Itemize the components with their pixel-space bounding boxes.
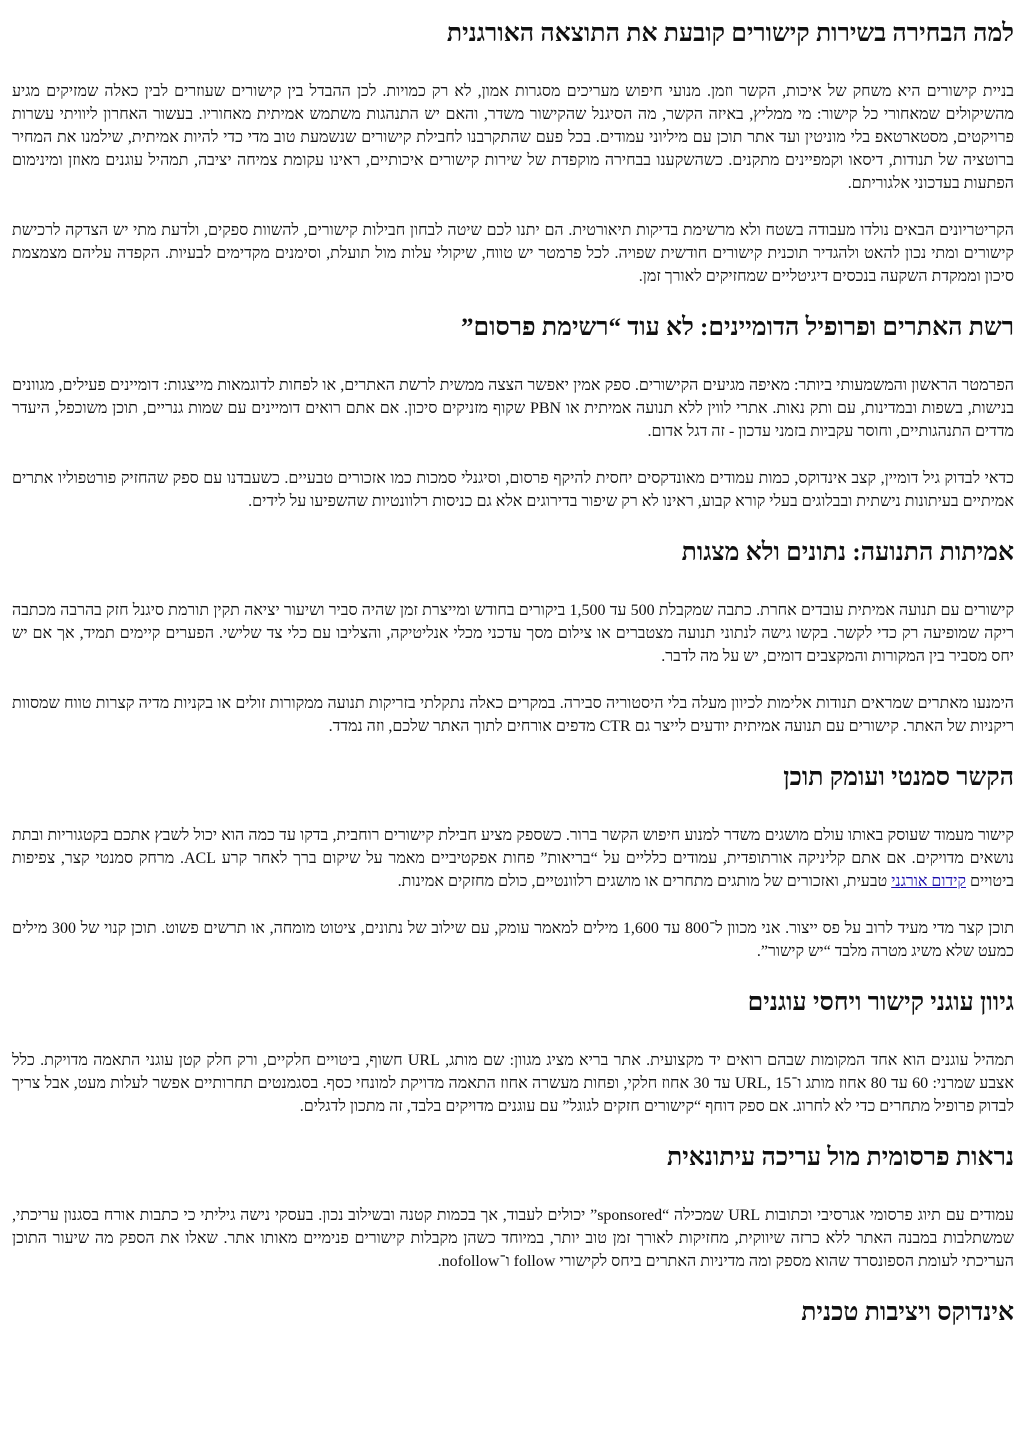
paragraph: הקריטריונים הבאים נולדו מעבודה בשטח ולא מרשימת בדיקות תיאורטית. הם יתנו לכם שיטה לבחון חבילות קישורים, להשוות ספקים, ולדעת מתי יש הצדקה לרכישת קישורים ומתי נכון להאט ולהגדיר תוכנית קישורים חודשית שפויה. לכל פרמטר יש טווח, שיקולי עלות מול תועלת, וסימנים מקדימים לבעיות. הקפדה עליהם מצמצמת סיכון וממקדת השקעה בנכסים דיגיטליים שמחזיקים לאורך זמן. xyxy=(12,222,1014,285)
section-heading: אמיתות התנועה: נתונים ולא מצגות xyxy=(681,539,1014,566)
section-heading: למה הבחירה בשירות קישורים קובעת את התוצאה האורגנית xyxy=(446,20,1014,47)
organic-seo-link[interactable]: קידום אורגני xyxy=(891,873,966,890)
section-semantic-context xyxy=(12,762,1014,963)
section-heading: אינדוקס ויציבות טכנית xyxy=(801,1299,1014,1326)
paragraph: תמהיל עוגנים הוא אחד המקומות שבהם רואים יד מקצועית. אתר בריא מציג מגוון: שם מותג, URL חשוף, ביטויים חלקיים, ורק חלק קטן עוגני התאמה מדויקת. כלל אצבע שמרני: 60 עד 80 אחוז מותג ו־URL, 15 עד 30 אחוז חלקי, ופחות מעשרה אחוז התאמה מדויקת למונחי כסף. בסגמנטים תחרותיים אפשר לעלות מעט, אבל צריך לבדוק פרופיל מתחרים כדי לא לחרוג. אם ספק דוחף “קישורים חזקים לגוגל” עם עוגנים מדויקים בלבד, זה מתכון לדגלים. xyxy=(12,1052,1015,1115)
paragraph: קישורים עם תנועה אמיתית עובדים אחרת. כתבה שמקבלת 500 עד 1,500 ביקורים בחודש ומייצרת זמן שהיה סביר ושיעור יציאה תקין תורמת סיגנל חזק בהרבה מכתבה ריקה שמופיעה רק כדי לקשר. בקשו גישה לנתוני תנועה מצטברים או צילום מסך עדכני מכלי אנליטיקה, והצליבו עם כלי צד שלישי. הפערים קיימים תמיד, אך אם יש יחס מסביר בין המקורות והמקצבים דומים, יש על מה לדבר. xyxy=(12,602,1015,665)
paragraph: תוכן קצר מדי מעיד לרוב על פס ייצור. אני מכוון ל־800 עד 1,600 מילים למאמר עומק, עם שילוב של נתונים, ציטוט מומחה, או תרשים פשוט. תוכן קנוי של 300 מילים כמעט שלא משיג מטרה מלבד “יש קישור”. xyxy=(12,920,1015,960)
paragraph-text-before: קישור מעמוד שעוסק באותו עולם מושגים משדר למנוע חיפוש הקשר ברור. כשספק מציע חבילת קישורים רוחבית, בדקו עד כמה הוא יכול לשבץ אתכם בקטגוריות ובתת נושאים מדויקים. אם אתם קליניקה אורתופדית, עמודים כלליים על “בריאות” פחות אפקטיביים מאמר על שיקום ברך לאחר קרע ACL. מרחק סמנטי קצר, צפיפות ביטויים xyxy=(12,827,1015,890)
section-site-network xyxy=(12,312,1014,513)
section-heading: נראות פרסומית מול עריכה עיתונאית xyxy=(666,1144,1014,1171)
section-heading: רשת האתרים ופרופיל הדומיינים: לא עוד “רשימת פרסום” xyxy=(461,314,1014,341)
paragraph-text-after: טבעית, ואזכורים של מותגים מתחרים או מושגים רלוונטיים, כולם מחזקים אמינות. xyxy=(397,873,892,890)
section-anchor-diversity xyxy=(12,987,1014,1118)
section-traffic-authenticity xyxy=(12,537,1014,738)
paragraph: עמודים עם תיוג פרסומי אגרסיבי וכתובות URL שמכילה “sponsored” יכולים לעבוד, אך בכמות קטנה ובשילוב נכון. בעסקי נישה גיליתי כי כתבות אורח בסגנון עריכתי, שמשתלבות במבנה האתר ללא כרזה שיווקית, מחזיקות לאורך זמן טוב יותר, במיוחד כשהן מקבלות קישורים פנימיים מאותו אתר. שאלו את הספק מה שיעור התוכן העריכתי לעומת הספונסרד שהוא מספק ומה מדיניות האתרים ביחס לקישורי follow ו־nofollow. xyxy=(12,1207,1014,1270)
section-heading: הקשר סמנטי ועומק תוכן xyxy=(783,764,1014,791)
paragraph: הימנעו מאתרים שמראים תנודות אלימות לכיוון מעלה בלי היסטוריה סבירה. במקרים כאלה נתקלתי בזריקות תנועה ממקורות זולים או בקניות מדיה קצרות טווח שמסוות ריקניות של האתר. קישורים עם תנועה אמיתית יודעים לייצר גם CTR מדפים אורחים לתוך האתר שלכם, וזה נמדד. xyxy=(12,695,1014,735)
section-sponsored-vs-editorial xyxy=(12,1142,1014,1273)
section-indexing-stability xyxy=(12,1297,1014,1329)
paragraph: הפרמטר הראשון והמשמעותי ביותר: מאיפה מגיעים הקישורים. ספק אמין יאפשר הצצה ממשית לרשת האתרים, או לפחות לדוגמאות מייצגות: דומיינים פעילים, מגוונים בנישות, בשפות ובמדינות, עם ותק נאות. אתרי לווין ללא תנועה אמיתית או PBN שקוף מזניקים סיכון. אם אתם רואים דומיינים עם שמות גנריים, תוכן משוכפל, היעדר מדדים התנהגותיים, וחוסר עקביות בזמני עדכון - זה דגל אדום. xyxy=(12,377,1014,440)
paragraph: כדאי לבדוק גיל דומיין, קצב אינדוקס, כמות עמודים מאונדקסים יחסית להיקף פרסום, וסיגנלי סמכות כמו אזכורים טבעיים. כשעבדנו עם ספק שהחזיק פורטפוליו אתרים אמיתיים בעיתונות נישתית ובבלוגים בעלי קורא קבוע, ראינו לא רק שיפור בדירוגים אלא גם כניסות רלוונטיות שהשפיעו על לידים. xyxy=(12,470,1014,510)
section-heading: גיוון עוגני קישור ויחסי עוגנים xyxy=(747,989,1014,1016)
paragraph: בניית קישורים היא משחק של איכות, הקשר וזמן. מנועי חיפוש מעריכים מסגרות אמון, לא רק כמויות. לכן ההבדל בין קישורים שעוזרים לבין כאלה שמזיקים מגיע מהשיקולים שמאחורי כל קישור: מי ממליץ, באיזה הקשר, מה הסיגנל שהקישור משדר, והאם יש התנהגות משתמש אמיתית מאחוריו. בעשור האחרון ליוויתי עשרות פרויקטים, מסטארטאפ בלי מוניטין ועד אתר תוכן עם מיליוני עמודים. בכל פעם שהתקרבנו לחבילת קישורים שנשמעת טוב מדי כדי להיות אמיתית, שילמנו את המחיר ברוטציה של תנודות, דיסאו וקמפיינים מתקנים. כשהשקענו בבחירה מוקפדת של שירות קישורים איכותיים, ראינו עקומת צמיחה יציבה, תמהיל עוגנים מאוזן ומינימום הפתעות בעדכוני אלגוריתם. xyxy=(12,83,1014,192)
paragraph-with-link xyxy=(12,824,1014,893)
section-provider-choice xyxy=(12,18,1014,288)
